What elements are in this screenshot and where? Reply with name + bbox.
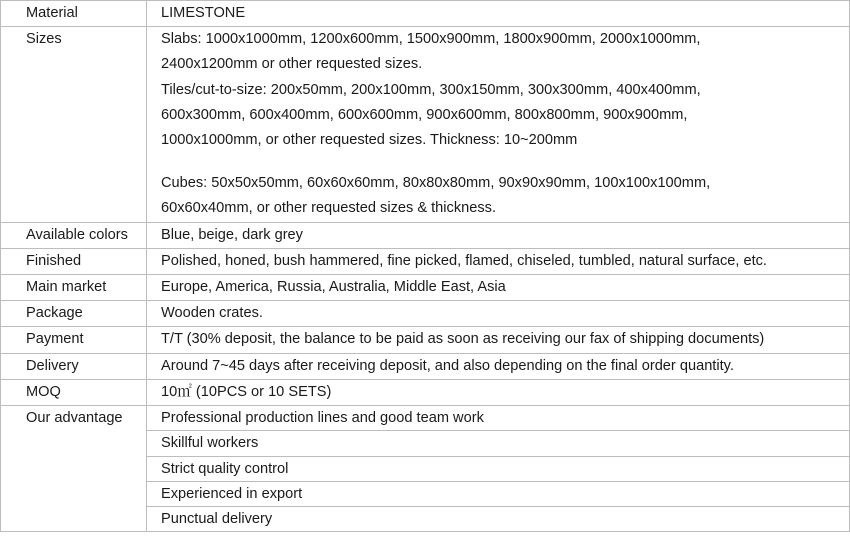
spec-value-moq [147, 379, 850, 405]
spec-value-package [147, 301, 850, 327]
blank-line [161, 153, 849, 171]
spec-row-our-advantage [1, 405, 850, 531]
spec-row-main-market [1, 274, 850, 300]
value-line: Blue, beige, dark grey [161, 226, 303, 243]
spec-key-moq: MOQ [1, 379, 147, 405]
spec-row-delivery [1, 353, 850, 379]
spec-key-package: Package [1, 301, 147, 327]
value-line: 10㎡ (10PCS or 10 SETS) [161, 383, 332, 400]
value-line: LIMESTONE [161, 5, 246, 21]
value-line: Tiles/cut-to-size: 200x50mm, 200x100mm, 300x150mm, 300x300mm, 400x400mm, [161, 81, 701, 98]
spec-row-material [1, 1, 850, 27]
value-line: Polished, honed, bush hammered, fine picked, flamed, chiseled, tumbled, natural surface, etc. [161, 252, 767, 269]
value-line: Wooden crates. [161, 305, 263, 322]
value-line: Slabs: 1000x1000mm, 1200x600mm, 1500x900mm, 1800x900mm, 2000x1000mm, [161, 31, 701, 48]
spec-row-available-colors [1, 222, 850, 248]
spec-value-available-colors [147, 222, 850, 248]
value-line: T/T (30% deposit, the balance to be paid as soon as receiving our fax of shipping documents) [161, 331, 765, 348]
spec-value-finished [147, 248, 850, 274]
spec-row-payment [1, 327, 850, 353]
advantage-item: Professional production lines and good team work [161, 409, 484, 426]
spec-value-sizes [147, 27, 850, 222]
spec-key-material: Material [1, 1, 147, 27]
spec-key-main-market: Main market [1, 274, 147, 300]
value-line: Cubes: 50x50x50mm, 60x60x60mm, 80x80x80mm, 90x90x90mm, 100x100x100mm, [161, 175, 711, 192]
spec-key-payment: Payment [1, 327, 147, 353]
spec-value-main-market [147, 274, 850, 300]
spec-value-payment [147, 327, 850, 353]
spec-key-sizes: Sizes [1, 27, 147, 222]
spec-value-material [147, 1, 850, 27]
advantage-item: Punctual delivery [147, 506, 849, 531]
value-line: Europe, America, Russia, Australia, Middle East, Asia [161, 278, 506, 295]
spec-row-sizes [1, 27, 850, 222]
spec-value-delivery [147, 353, 850, 379]
spec-key-our-advantage: Our advantage [1, 405, 147, 531]
spec-key-available-colors: Available colors [1, 222, 147, 248]
value-line: 600x300mm, 600x400mm, 600x600mm, 900x600mm, 800x800mm, 900x900mm, [161, 106, 688, 123]
spec-key-delivery: Delivery [1, 353, 147, 379]
value-line: 60x60x40mm, or other requested sizes & thickness. [161, 200, 497, 217]
advantage-item: Experienced in export [147, 481, 849, 506]
value-line: 1000x1000mm, or other requested sizes. Thickness: 10~200mm [161, 131, 578, 148]
spec-value-our-advantage [147, 405, 850, 531]
spec-key-finished: Finished [1, 248, 147, 274]
spec-row-finished [1, 248, 850, 274]
value-line: Around 7~45 days after receiving deposit, and also depending on the final order quantity. [161, 357, 734, 374]
spec-row-package [1, 301, 850, 327]
advantage-item: Strict quality control [147, 456, 849, 481]
advantage-item: Skillful workers [147, 430, 849, 455]
spec-row-moq [1, 379, 850, 405]
value-line: 2400x1200mm or other requested sizes. [161, 56, 423, 73]
